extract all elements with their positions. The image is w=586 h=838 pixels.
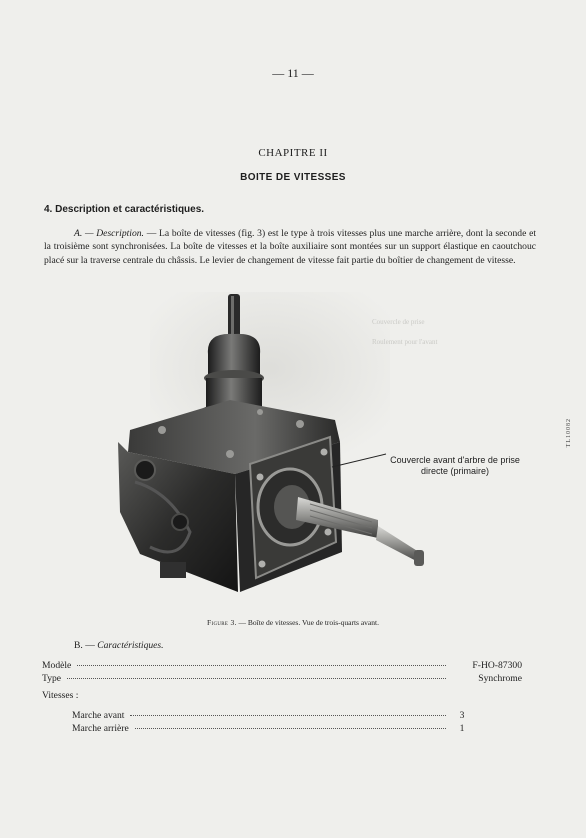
spec-label: Marche arrière xyxy=(72,723,129,734)
leader-dots xyxy=(67,678,446,679)
characteristics-heading xyxy=(74,640,164,651)
spec-row-marche-avant xyxy=(72,710,472,721)
section-heading: 4. Description et caractéristiques. xyxy=(44,204,205,215)
spec-label: Modèle xyxy=(42,660,72,671)
page-number: — 11 — xyxy=(272,66,314,80)
leader-dots xyxy=(130,715,446,716)
side-reference-code: TL10082 xyxy=(566,418,572,448)
spec-value: 1 xyxy=(459,723,465,734)
chapter-title: CHAPITRE II xyxy=(258,147,328,159)
figure-caption xyxy=(0,618,586,627)
figure-caption-label: Figure 3. xyxy=(207,618,237,627)
leader-dots xyxy=(135,728,446,729)
section-title: BOITE DE VITESSES xyxy=(240,172,346,183)
description-lead: A. — Description. xyxy=(74,228,144,239)
leader-dots xyxy=(77,665,446,666)
spec-row-modele xyxy=(42,660,522,671)
spec-value: Synchrome xyxy=(478,673,522,684)
characteristics-title: Caractéristiques. xyxy=(97,640,164,651)
characteristics-prefix: B. — xyxy=(74,640,98,651)
description-paragraph xyxy=(44,227,536,267)
figure-caption-text: — Boîte de vitesses. Vue de trois-quarts avant. xyxy=(236,618,379,627)
gearbox-photo xyxy=(110,292,438,604)
spec-value: 3 xyxy=(459,710,465,721)
spec-row-marche-arriere xyxy=(72,723,472,734)
spec-row-type xyxy=(42,673,522,684)
spec-value: F-HO-87300 xyxy=(472,660,522,671)
svg-text:Couvercle de prise: Couvercle de prise xyxy=(372,318,425,326)
spec-label: Type xyxy=(42,673,62,684)
description-text: — La boîte de vitesses (fig. 3) est le type à trois vitesses plus une marche arrière, dont la seconde et la troisième sont synchronisées. La boîte de vitesses et la boîte auxiliaire sont montées sur un support élastique en caoutchouc placé sur la traverse centrale du châssis. Le levier de changement de vitesse fait partie du boîtier de changement de vitesse. xyxy=(44,228,536,266)
vitesses-label: Vitesses : xyxy=(42,690,79,701)
spec-label: Marche avant xyxy=(72,710,125,721)
figure-callout-label: Couvercle avant d'arbre de prise directe (primaire) xyxy=(390,455,520,476)
svg-text:Roulement pour l'avant: Roulement pour l'avant xyxy=(372,338,438,346)
